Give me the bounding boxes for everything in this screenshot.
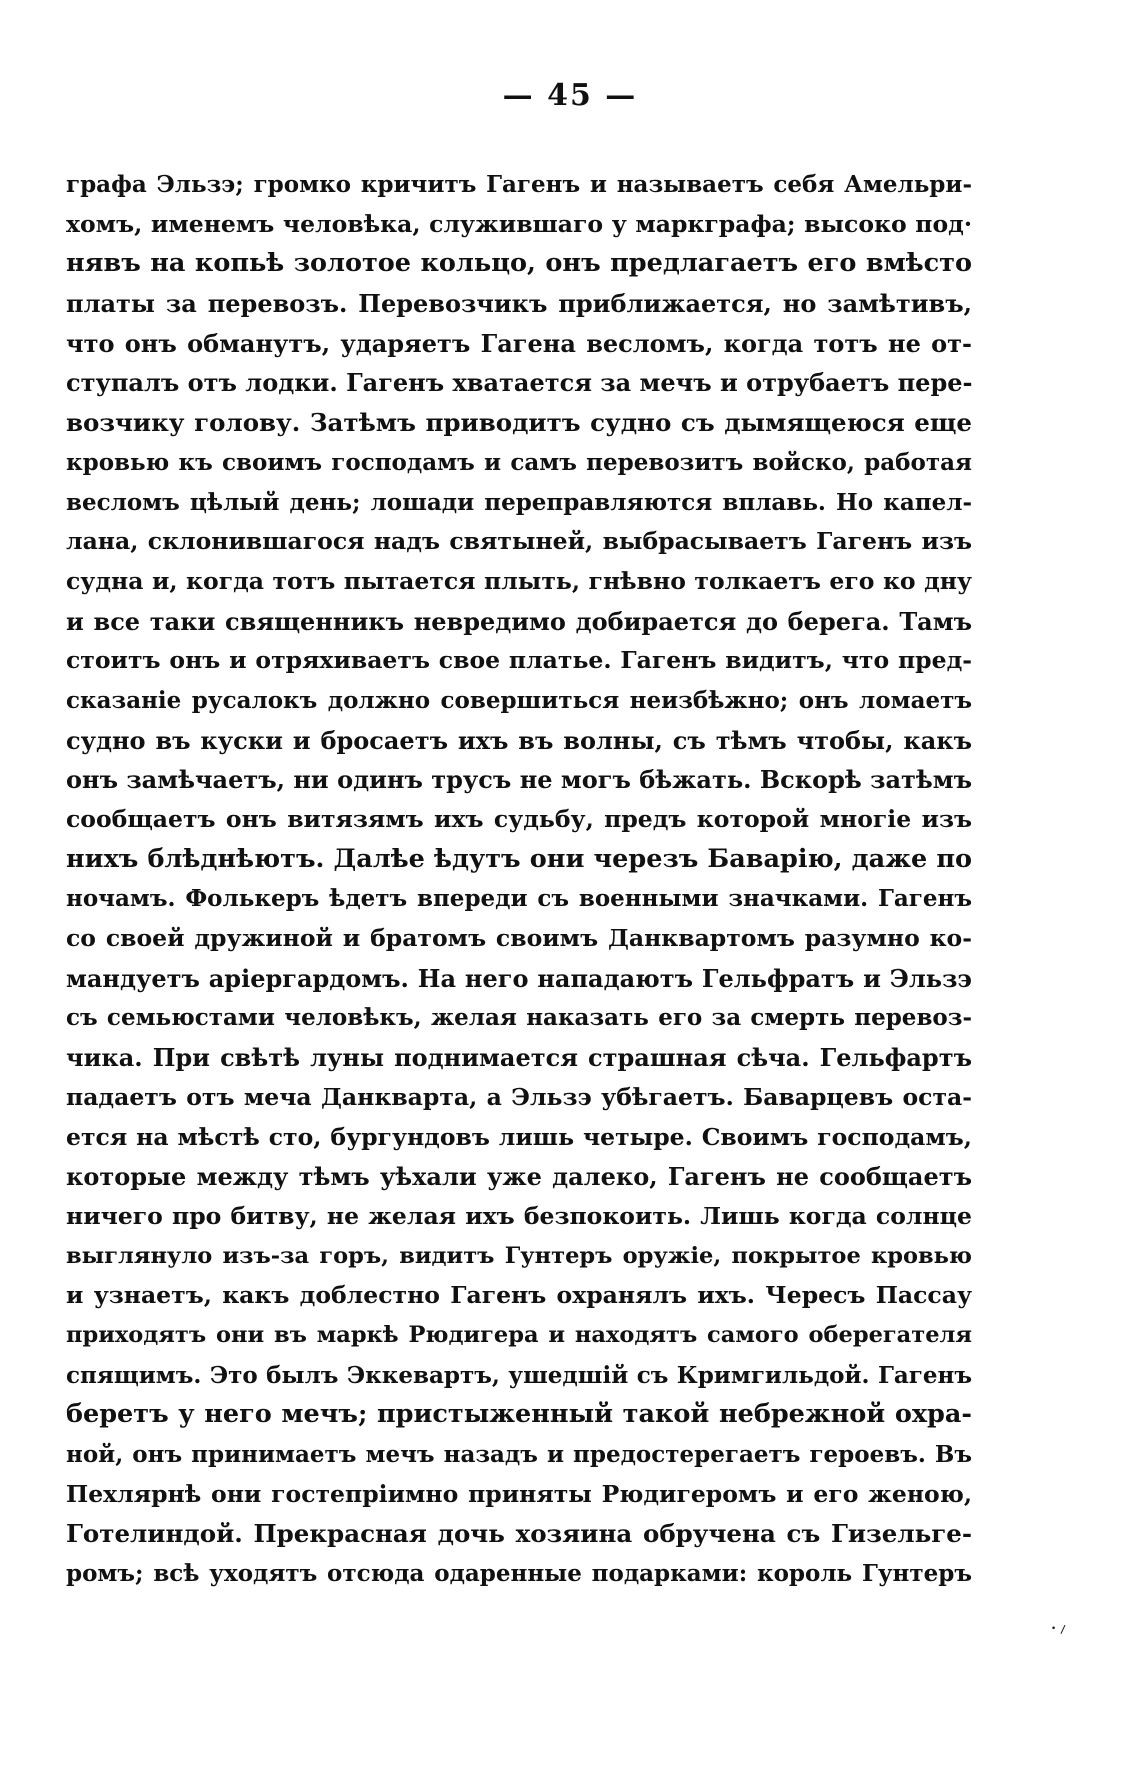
page-number: — 45 —	[502, 78, 638, 113]
text-line: сказаніе русалокъ должно совершиться неизбѣжно; онъ ломаетъ	[66, 686, 972, 714]
text-line: ной, онъ принимаетъ мечъ назадъ и предостерегаетъ героевъ. Въ	[66, 1441, 972, 1468]
text-line: Пехлярнѣ они гостепріимно приняты Рюдигеромъ и его женою,	[66, 1479, 972, 1508]
text-line: и все таки священникъ невредимо добирается до берега. Тамъ	[66, 606, 972, 636]
text-line: беретъ у него мечъ; пристыженный такой небрежной охра-	[66, 1399, 972, 1430]
text-line: которые между тѣмъ уѣхали уже далеко, Гагенъ не сообщаетъ	[66, 1162, 972, 1192]
text-line: сообщаетъ онъ витязямъ ихъ судьбу, предъ которой многіе изъ	[66, 805, 972, 833]
text-line: онъ замѣчаетъ, ни одинъ трусъ не могъ бѣжать. Вскорѣ затѣмъ	[66, 765, 972, 795]
text-line: со своей дружиной и братомъ своимъ Данквартомъ разумно ко-	[66, 924, 972, 953]
text-line: графа Эльзэ; громко кричитъ Гагенъ и называетъ себя Амельри-	[66, 171, 972, 198]
text-line: чика. При свѣтѣ луны поднимается страшная сѣча. Гельфартъ	[66, 1043, 972, 1073]
text-line: стоитъ онъ и отряхиваетъ свое платье. Гагенъ видитъ, что пред-	[66, 646, 972, 675]
text-line: платы за перевозъ. Перевозчикъ приближается, но замѣтивъ,	[66, 289, 972, 319]
text-line: съ семьюстами человѣкъ, желая наказать его за смерть перевоз-	[66, 1004, 972, 1032]
text-line: спящимъ. Это былъ Эккевартъ, ушедшій съ Кримгильдой. Гагенъ	[66, 1361, 972, 1389]
text-line: кровью къ своимъ господамъ и самъ перевозитъ войско, работая	[66, 448, 972, 476]
text-line: ступалъ отъ лодки. Гагенъ хватается за мечъ и отрубаетъ пере-	[66, 368, 972, 398]
text-line: лана, склонившагося надъ святыней, выбрасываетъ Гагенъ изъ	[66, 527, 972, 556]
text-line: ночамъ. Фолькеръ ѣдетъ впереди съ военными значками. Гагенъ	[66, 885, 972, 913]
text-line: ничего про битву, не желая ихъ безпокоить. Лишь когда солнце	[66, 1201, 972, 1230]
text-line: мандуетъ аріергардомъ. На него нападаютъ Гельфратъ и Эльзэ	[66, 963, 972, 993]
text-line: выглянуло изъ-за горъ, видитъ Гунтеръ оружіе, покрытое кровью	[66, 1242, 972, 1269]
text-line: весломъ цѣлый день; лошади переправляются вплавь. Но капел-	[66, 488, 972, 516]
text-line: приходятъ они въ маркѣ Рюдигера и находятъ самого оберегателя	[66, 1321, 972, 1348]
body-text	[66, 165, 972, 1594]
text-line: хомъ, именемъ человѣка, служившаго у маркграфа; высоко под·	[66, 209, 972, 238]
text-line: нихъ блѣднѣютъ. Далѣе ѣдутъ они черезъ Баварію, даже по	[66, 843, 972, 874]
text-line: ромъ; всѣ уходятъ отсюда одаренные подарками: король Гунтеръ	[66, 1560, 972, 1588]
text-line: падаетъ отъ меча Данкварта, а Эльзэ убѣгаетъ. Баварцевъ оста-	[66, 1082, 972, 1111]
text-line: ется на мѣстѣ сто, бургундовъ лишь четыре. Своимъ господамъ,	[66, 1122, 972, 1151]
text-line: что онъ обманутъ, ударяетъ Гагена весломъ, когда тотъ не от-	[66, 328, 972, 358]
text-line: возчику голову. Затѣмъ приводитъ судно съ дымящеюся еще	[66, 408, 972, 438]
text-line: судно въ куски и бросаетъ ихъ въ волны, съ тѣмъ чтобы, какъ	[66, 725, 972, 755]
text-line: Готелиндой. Прекрасная дочь хозяина обручена съ Гизельге-	[66, 1519, 972, 1549]
text-line: нявъ на копьѣ золотое кольцо, онъ предлагаетъ его вмѣсто	[66, 248, 972, 279]
text-line: судна и, когда тотъ пытается плыть, гнѣвно толкаетъ его ко дну	[66, 566, 972, 595]
stray-mark: ·⸝	[1046, 1611, 1071, 1641]
text-line: и узнаетъ, какъ доблестно Гагенъ охранялъ ихъ. Чересъ Пассау	[66, 1281, 972, 1310]
